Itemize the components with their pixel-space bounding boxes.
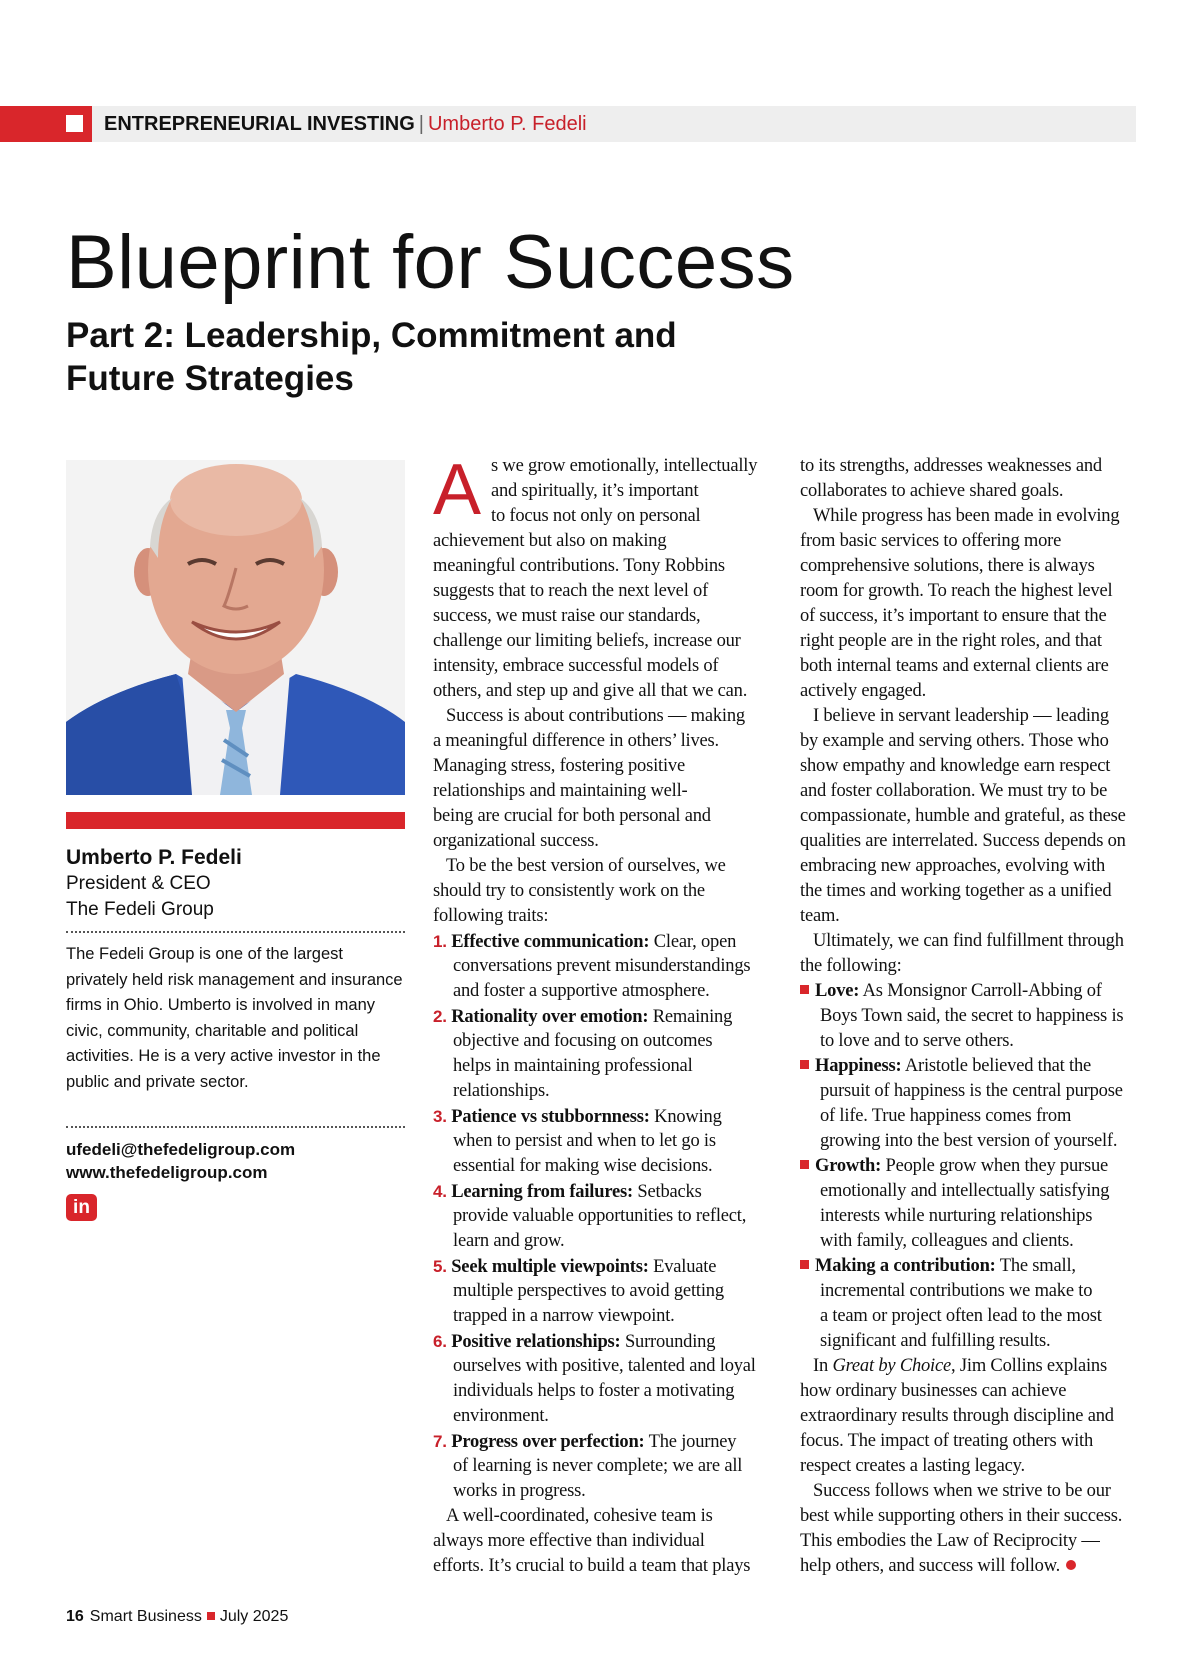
text-line: a meaningful difference in others’ lives. [433, 731, 719, 751]
text-line: both internal teams and external clients are [800, 656, 1109, 676]
trait-text: Knowing [654, 1107, 722, 1127]
text-line: success, we must raise our standards, [433, 606, 701, 626]
book-title: Great by Choice [832, 1356, 952, 1376]
text-line: and foster a supportive atmosphere. [453, 981, 710, 1001]
author-bio: The Fedeli Group is one of the largest privately held risk management and insurance firms in Ohio. Umberto is involved in many civic, community, charitable and political activities. He is a very active investor in the public and private sector. [66, 945, 403, 1091]
text-line: ourselves with positive, talented and loyal [453, 1356, 756, 1376]
text-line: and foster collaboration. We must try to be [800, 781, 1108, 801]
text-line: respect creates a lasting legacy. [800, 1456, 1025, 1476]
text-line: incremental contributions we make to [820, 1281, 1093, 1301]
text-line: how ordinary businesses can achieve [800, 1381, 1067, 1401]
bullet-square-icon [800, 1060, 809, 1069]
text-line: embracing new approaches, evolving with [800, 856, 1106, 876]
text-line: the times and working together as a unified [800, 881, 1112, 901]
author-name: Umberto P. Fedeli [66, 846, 242, 869]
page-footer [66, 1607, 288, 1627]
bullet-square-icon [800, 985, 809, 994]
trait-text: Evaluate [653, 1257, 717, 1277]
text-line: relationships and maintaining well- [433, 781, 688, 801]
trait-heading: Positive relationships: [451, 1332, 621, 1352]
text-line: a team or project often lead to the most [820, 1306, 1102, 1326]
trait-text: Setbacks [637, 1182, 702, 1202]
text-line: from basic services to offering more [800, 531, 1062, 551]
text-line: with family, colleagues and clients. [820, 1231, 1074, 1251]
text-line: suggests that to reach the next level of [433, 581, 709, 601]
text-line: conversations prevent misunderstandings [453, 956, 751, 976]
text-span: help others, and success will follow. [800, 1556, 1061, 1576]
trait-item-7 [433, 1429, 773, 1504]
text-line: objective and focusing on outcomes [453, 1031, 713, 1051]
text-line: show empathy and knowledge earn respect [800, 756, 1111, 776]
text-line: comprehensive solutions, there is always [800, 556, 1095, 576]
text-line: achievement but also on making [433, 531, 667, 551]
text-line: s we grow emotionally, intellectually [491, 456, 758, 476]
author-company: The Fedeli Group [66, 899, 214, 920]
text-line: growing into the best version of yourself. [820, 1131, 1118, 1151]
text-line: to its strengths, addresses weaknesses and [800, 456, 1102, 476]
header-separator: | [418, 113, 424, 135]
dotted-divider [66, 1126, 405, 1128]
text-line: Success follows when we strive to be our [813, 1481, 1111, 1501]
text-line: best while supporting others in their success. [800, 1506, 1123, 1526]
text-line: following traits: [433, 906, 549, 926]
dotted-divider [66, 931, 405, 933]
text-line: Ultimately, we can find fulfillment through [813, 931, 1124, 951]
trait-heading: Learning from failures: [451, 1182, 633, 1202]
bullet-heading: Making a contribution: [815, 1256, 996, 1276]
article-column-2 [800, 454, 1140, 1579]
text-line: extraordinary results through discipline and [800, 1406, 1114, 1426]
bullet-text: People grow when they pursue [885, 1156, 1109, 1176]
list-number: 2. [433, 1007, 447, 1026]
author-email-link[interactable]: ufedeli@thefedeligroup.com [66, 1140, 296, 1159]
bullet-text: Aristotle believed that the [904, 1056, 1092, 1076]
text-line: Boys Town said, the secret to happiness is [820, 1006, 1124, 1026]
text-line: the following: [800, 956, 902, 976]
author-photo [66, 460, 405, 795]
text-span: In [813, 1356, 833, 1376]
text-line: should try to consistently work on the [433, 881, 705, 901]
bullet-heading: Love: [815, 981, 860, 1001]
text-line: others, and step up and give all that we can. [433, 681, 748, 701]
author-portrait-illustration [66, 460, 405, 795]
text-line: when to persist and when to let go is [453, 1131, 716, 1151]
bullet-item-contribution [800, 1254, 1140, 1354]
publication-name: Smart Business [89, 1608, 202, 1625]
drop-cap: A [433, 450, 481, 530]
trait-item-5 [433, 1254, 773, 1329]
text-line [800, 1554, 1140, 1579]
text-line: focus. The impact of treating others with [800, 1431, 1094, 1451]
text-line: I believe in servant leadership — leading [813, 706, 1109, 726]
text-line: collaborates to achieve shared goals. [800, 481, 1064, 501]
text-line: by example and serving others. Those who [800, 731, 1109, 751]
bullet-item-love [800, 979, 1140, 1054]
text-line: of life. True happiness comes from [820, 1106, 1072, 1126]
bullet-heading: Growth: [815, 1156, 882, 1176]
article-subtitle: Part 2: Leadership, Commitment and Future Strategies [66, 316, 677, 398]
trait-heading: Rationality over emotion: [451, 1007, 649, 1027]
trait-heading: Seek multiple viewpoints: [451, 1257, 649, 1277]
text-line: interests while nurturing relationships [820, 1206, 1093, 1226]
bullet-item-growth [800, 1154, 1140, 1254]
trait-item-3 [433, 1104, 773, 1179]
end-mark-icon [1066, 1560, 1076, 1570]
trait-heading: Patience vs stubbornness: [451, 1107, 650, 1127]
bullet-item-happiness [800, 1054, 1140, 1154]
header-author: Umberto P. Fedeli [427, 113, 587, 135]
text-line: pursuit of happiness is the central purpose [820, 1081, 1123, 1101]
text-line: being are crucial for both personal and [433, 806, 711, 826]
text-line: relationships. [453, 1081, 550, 1101]
text-line: environment. [453, 1406, 549, 1426]
text-line: actively engaged. [800, 681, 927, 701]
bullet-text: The small, [999, 1256, 1076, 1276]
trait-heading: Progress over perfection: [451, 1432, 645, 1452]
text-line: learn and grow. [453, 1231, 565, 1251]
text-line: team. [800, 906, 840, 926]
text-line: trapped in a narrow viewpoint. [453, 1306, 675, 1326]
footer-square-icon [207, 1612, 215, 1620]
text-line: qualities are interrelated. Success depends on [800, 831, 1126, 851]
sidebar-red-bar [66, 812, 405, 829]
text-line: intensity, embrace successful models of [433, 656, 719, 676]
list-number: 5. [433, 1257, 447, 1276]
trait-item-4 [433, 1179, 773, 1254]
text-line [800, 1354, 1140, 1379]
trait-text: Remaining [652, 1007, 733, 1027]
list-number: 7. [433, 1432, 447, 1451]
trait-item-1 [433, 929, 773, 1004]
list-number: 6. [433, 1332, 447, 1351]
article-title: Blueprint for Success [66, 220, 795, 305]
text-span: , Jim Collins explains [951, 1356, 1107, 1376]
text-line: compassionate, humble and grateful, as these [800, 806, 1126, 826]
text-line: Managing stress, fostering positive [433, 756, 685, 776]
text-line: While progress has been made in evolving [813, 506, 1120, 526]
bullet-text: As Monsignor Carroll-Abbing of [862, 981, 1102, 1001]
author-role: President & CEO [66, 873, 211, 894]
issue-date: July 2025 [219, 1608, 289, 1625]
text-line: meaningful contributions. Tony Robbins [433, 556, 725, 576]
header-square-icon [66, 115, 83, 132]
bullet-heading: Happiness: [815, 1056, 902, 1076]
text-line: organizational success. [433, 831, 599, 851]
trait-item-6 [433, 1329, 773, 1429]
trait-text: The journey [648, 1432, 737, 1452]
list-number: 3. [433, 1107, 447, 1126]
text-line: room for growth. To reach the highest level [800, 581, 1113, 601]
text-line: of success, it’s important to ensure that the [800, 606, 1107, 626]
text-line: of learning is never complete; we are all [453, 1456, 743, 1476]
text-line: challenge our limiting beliefs, increase our [433, 631, 741, 651]
linkedin-icon[interactable]: in [66, 1194, 97, 1221]
bullet-square-icon [800, 1260, 809, 1269]
text-line: right people are in the right roles, and that [800, 631, 1102, 651]
list-number: 4. [433, 1182, 447, 1201]
text-line: individuals helps to foster a motivating [453, 1381, 735, 1401]
article-column-1 [433, 450, 773, 1579]
text-line: A well-coordinated, cohesive team is [446, 1506, 713, 1526]
text-line: efforts. It’s crucial to build a team that plays [433, 1556, 751, 1576]
trait-text: Clear, open [653, 932, 737, 952]
text-line: essential for making wise decisions. [453, 1156, 713, 1176]
text-line: to focus not only on personal [491, 506, 701, 526]
list-number: 1. [433, 932, 447, 951]
trait-item-2 [433, 1004, 773, 1104]
section-header [104, 112, 587, 136]
author-website-link[interactable]: www.thefedeligroup.com [66, 1163, 268, 1182]
opening-paragraph [433, 450, 773, 530]
trait-text: Surrounding [624, 1332, 716, 1352]
text-line: Success is about contributions — making [446, 706, 745, 726]
text-line: To be the best version of ourselves, we [446, 856, 726, 876]
text-line: multiple perspectives to avoid getting [453, 1281, 724, 1301]
text-line: helps in maintaining professional [453, 1056, 693, 1076]
section-name: ENTREPRENEURIAL INVESTING [104, 113, 415, 135]
bullet-square-icon [800, 1160, 809, 1169]
trait-heading: Effective communication: [451, 932, 650, 952]
text-line: to love and to serve others. [820, 1031, 1014, 1051]
text-line: This embodies the Law of Reciprocity — [800, 1531, 1100, 1551]
text-line: works in progress. [453, 1481, 586, 1501]
page-number: 16 [66, 1608, 84, 1625]
text-line: significant and fulfilling results. [820, 1331, 1051, 1351]
text-line: emotionally and intellectually satisfying [820, 1181, 1110, 1201]
text-line: and spiritually, it’s important [491, 481, 699, 501]
text-line: always more effective than individual [433, 1531, 705, 1551]
text-line: provide valuable opportunities to reflect, [453, 1206, 747, 1226]
